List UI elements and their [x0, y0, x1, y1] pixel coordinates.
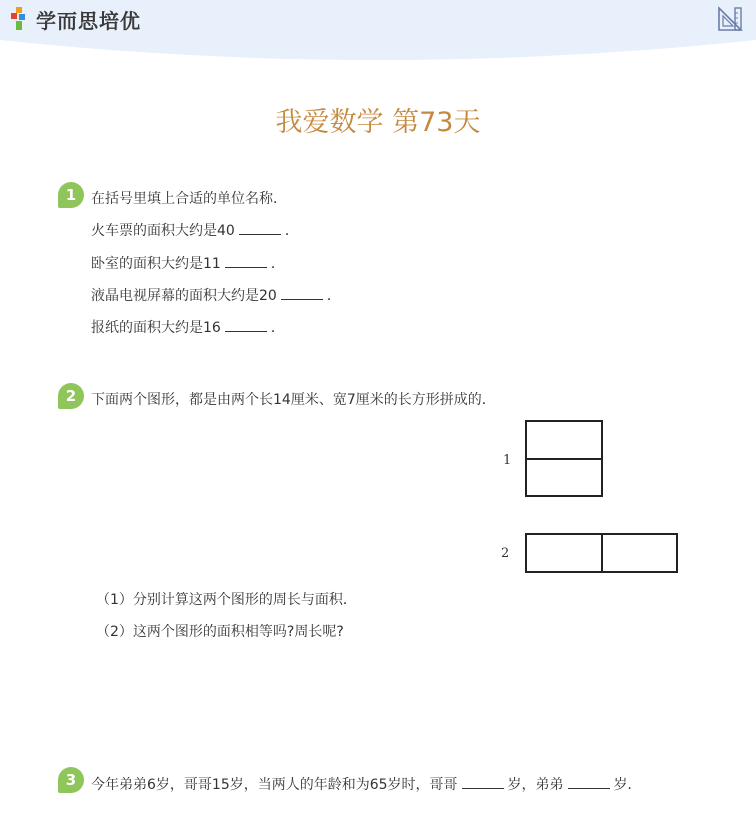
question-1-item — [91, 253, 285, 273]
item-suffix: ． — [326, 288, 341, 304]
q3-text-part: 岁． — [613, 777, 642, 793]
answer-blank[interactable] — [225, 319, 267, 332]
figure-2-label: 2 — [501, 546, 510, 561]
item-suffix: ． — [270, 256, 285, 272]
logo-mark-icon — [10, 6, 32, 32]
question-3-prompt — [91, 774, 642, 794]
q3-text-part: 岁，弟弟 — [507, 777, 564, 793]
logo-text: 学而思培优 — [36, 8, 141, 33]
item-text: 报纸的面积大约是16 — [91, 320, 221, 336]
page-title: 我爱数学 第73天 — [275, 107, 481, 138]
question-2-sub-2: （2）这两个图形的面积相等吗?周长呢? — [96, 624, 344, 640]
question-number-badge: 2 — [58, 383, 84, 409]
question-1-item — [91, 317, 285, 337]
ruler-set-square-icon — [716, 5, 744, 33]
answer-blank[interactable] — [568, 776, 610, 789]
answer-blank[interactable] — [239, 222, 281, 235]
question-1-prompt: 在括号里填上合适的单位名称． — [91, 191, 287, 207]
figure-1-bottom-rectangle — [525, 458, 603, 497]
question-2-prompt: 下面两个图形，都是由两个长14厘米、宽7厘米的长方形拼成的． — [91, 392, 496, 408]
question-1-item — [91, 285, 341, 305]
item-suffix: ． — [270, 320, 285, 336]
figure-2-right-rectangle — [601, 533, 678, 573]
logo — [10, 4, 141, 34]
answer-blank[interactable] — [281, 287, 323, 300]
question-number-badge: 1 — [58, 182, 84, 208]
item-text: 火车票的面积大约是40 — [91, 223, 235, 239]
question-number-badge: 3 — [58, 767, 84, 793]
item-suffix: ． — [284, 223, 299, 239]
item-text: 液晶电视屏幕的面积大约是20 — [91, 288, 277, 304]
q3-text-part: 今年弟弟6岁，哥哥15岁，当两人的年龄和为65岁时，哥哥 — [91, 777, 458, 793]
figure-1-label: 1 — [503, 453, 512, 468]
item-text: 卧室的面积大约是11 — [91, 256, 221, 272]
answer-blank[interactable] — [225, 255, 267, 268]
question-2-sub-1: （1）分别计算这两个图形的周长与面积． — [96, 592, 357, 608]
figure-1-top-rectangle — [525, 420, 603, 460]
answer-blank[interactable] — [462, 776, 504, 789]
figure-2-left-rectangle — [525, 533, 603, 573]
question-1-item — [91, 220, 299, 240]
